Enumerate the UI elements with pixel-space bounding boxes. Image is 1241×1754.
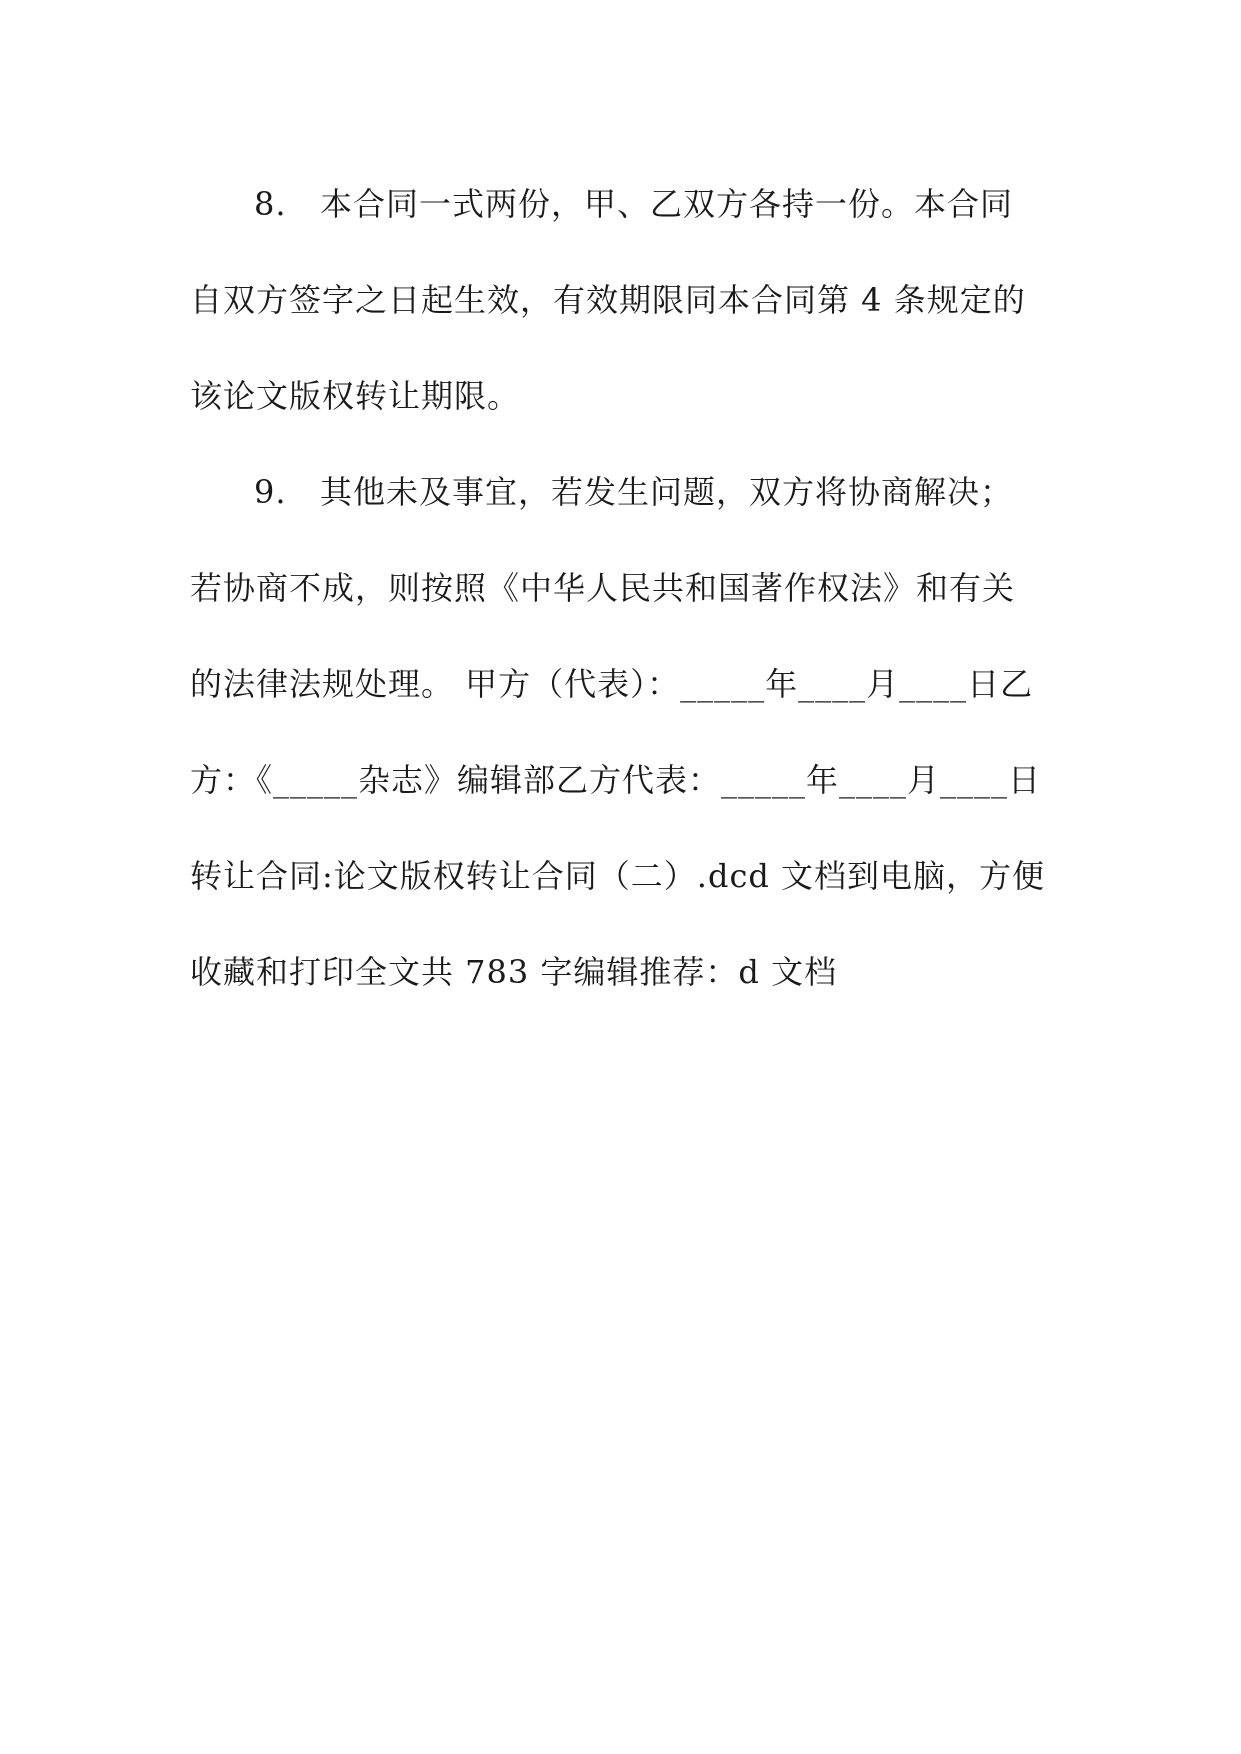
paragraph-8-line-1 bbox=[254, 184, 1013, 224]
paragraph-number: 9. bbox=[254, 473, 287, 511]
paragraph-number: 8. bbox=[254, 185, 287, 223]
paragraph-9-line-5: 转让合同:论文版权转让合同（二）.dcd 文档到电脑，方便 bbox=[190, 857, 1046, 895]
paragraph-text: 本合同一式两份，甲、乙双方各持一份。本合同 bbox=[320, 185, 1014, 223]
paragraph-9-line-4: 方：《_____杂志》编辑部乙方代表：_____年____月____日 bbox=[190, 761, 1042, 799]
paragraph-9-line-3: 的法律法规处理。 甲方（代表）：_____年____月____日乙 bbox=[190, 665, 1034, 703]
paragraph-8-line-2: 自双方签字之日起生效，有效期限同本合同第 4 条规定的 bbox=[190, 281, 1026, 319]
paragraph-text: 其他未及事宜，若发生问题，双方将协商解决； bbox=[320, 473, 1014, 511]
paragraph-9-line-2: 若协商不成，则按照《中华人民共和国著作权法》和有关 bbox=[190, 569, 1016, 607]
paragraph-8-line-3: 该论文版权转让期限。 bbox=[190, 377, 521, 415]
paragraph-9-line-1 bbox=[254, 472, 1013, 512]
paragraph-9-line-6: 收藏和打印全文共 783 字编辑推荐：d 文档 bbox=[190, 953, 838, 991]
